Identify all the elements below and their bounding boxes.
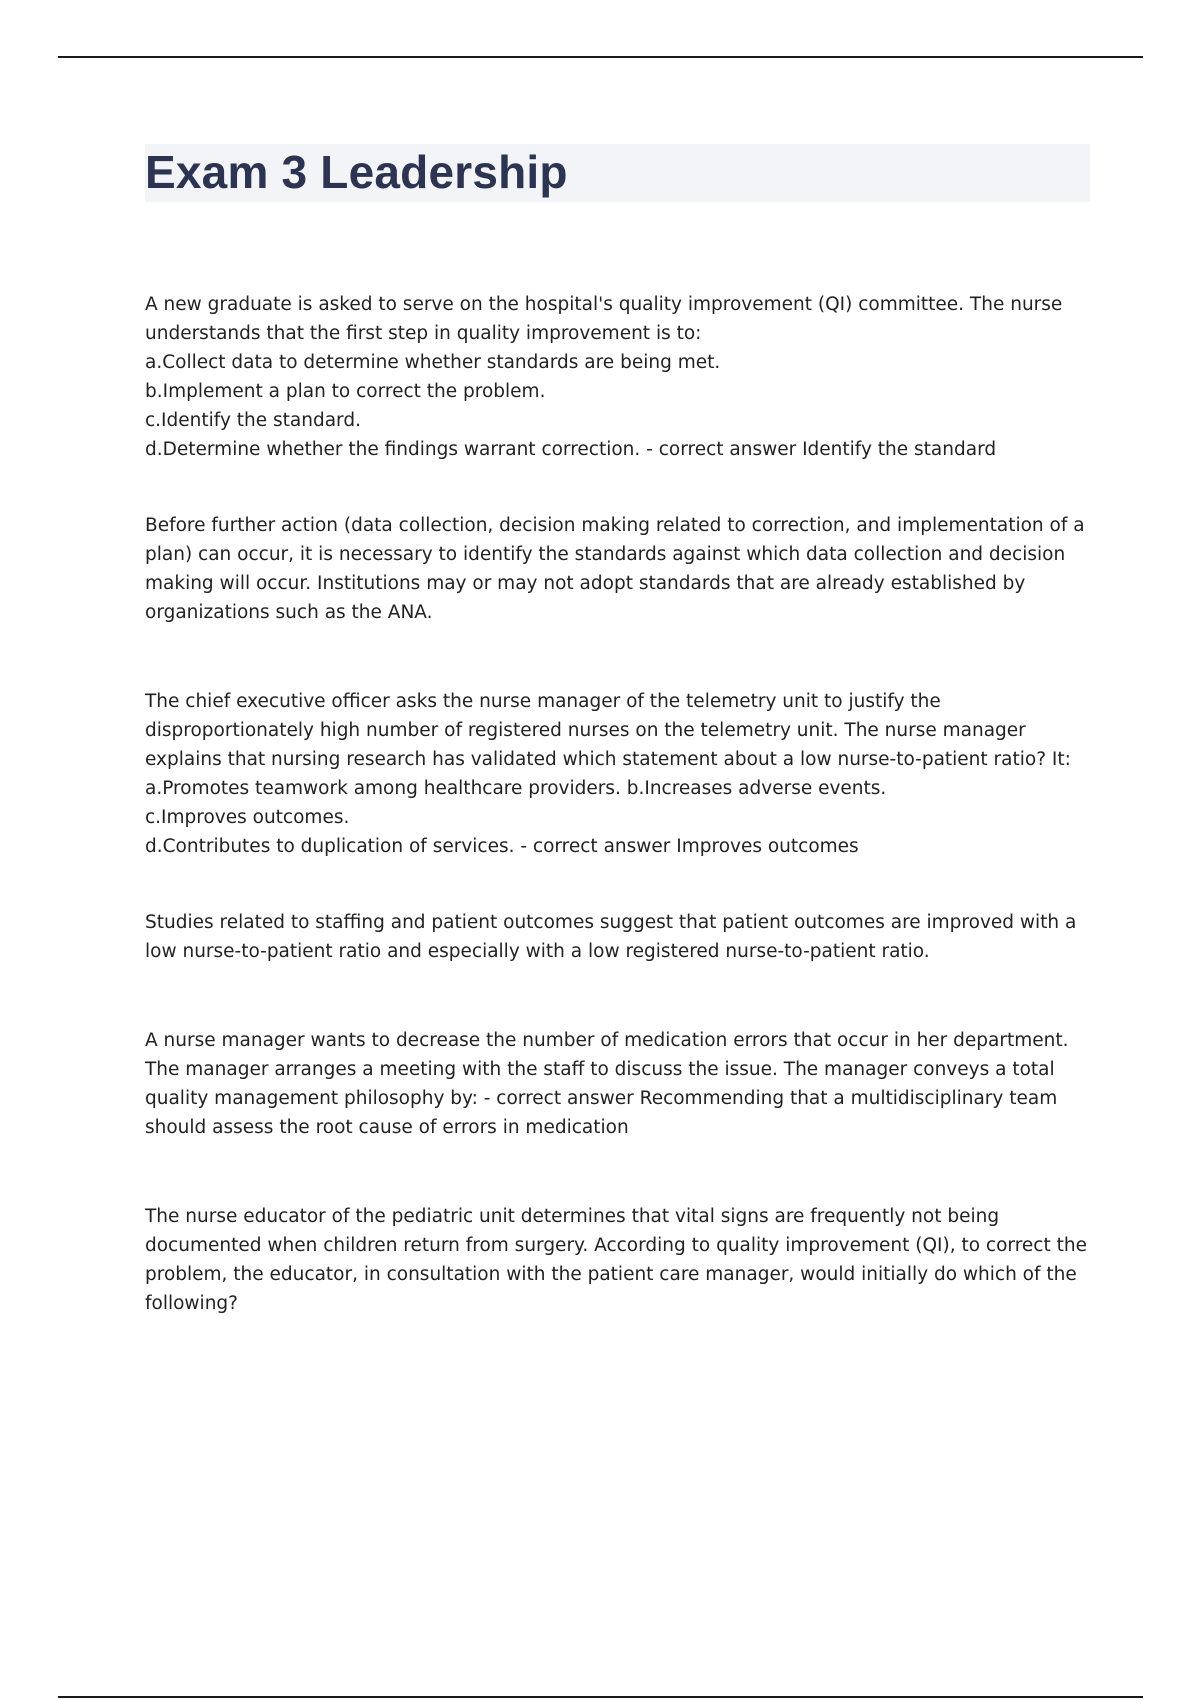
question-text: A new graduate is asked to serve on the hospital's quality improvement (QI) committee. The nurse understands that the first step in quality improvement is to:	[145, 294, 1063, 344]
explanation-text: Studies related to staffing and patient outcomes suggest that patient outcomes are improved with a low nurse-to-patient ratio and especially with a low registered nurse-to-patient ratio.	[145, 912, 1077, 962]
answer-option: a.Promotes teamwork among healthcare providers. b.Increases adverse events.	[145, 778, 887, 799]
question-block-2	[145, 687, 1095, 861]
spacer	[145, 1142, 1095, 1202]
spacer	[145, 464, 1095, 511]
document-body	[145, 290, 1095, 1318]
question-block-4	[145, 1202, 1095, 1318]
top-rule	[58, 56, 1143, 58]
question-block-1	[145, 290, 1095, 464]
answer-option: c.Identify the standard.	[145, 410, 361, 431]
document-title: Exam 3 Leadership	[145, 146, 568, 198]
answer-option: a.Collect data to determine whether standards are being met.	[145, 352, 721, 373]
spacer	[145, 966, 1095, 1026]
answer-option: c.Improves outcomes.	[145, 807, 350, 828]
question-text: The chief executive officer asks the nurse manager of the telemetry unit to justify the disproportionately high number of registered nurses on the telemetry unit. The nurse manager explains that nursing research has validated which statement about a low nurse-to-patient ratio? It:	[145, 691, 1071, 770]
question-text: A nurse manager wants to decrease the number of medication errors that occur in her department. The manager arranges a meeting with the staff to discuss the issue. The manager conveys a total quality management philosophy by: - correct answer Recommending that a multidisciplinary team should assess the root cause of errors in medication	[145, 1030, 1069, 1138]
question-block-3	[145, 1026, 1095, 1142]
question-text: The nurse educator of the pediatric unit determines that vital signs are frequently not being documented when children return from surgery. According to quality improvement (QI), to correct the problem, the educator, in consultation with the patient care manager, would initially do which of the following?	[145, 1206, 1087, 1314]
bottom-rule	[58, 1696, 1143, 1698]
answer-option: d.Determine whether the findings warrant correction. - correct answer Identify the standard	[145, 439, 997, 460]
spacer	[145, 627, 1095, 687]
spacer	[145, 861, 1095, 908]
answer-option: b.Implement a plan to correct the problem.	[145, 381, 546, 402]
answer-option: d.Contributes to duplication of services. - correct answer Improves outcomes	[145, 836, 859, 857]
explanation-text: Before further action (data collection, decision making related to correction, and implementation of a plan) can occur, it is necessary to identify the standards against which data collection and decision making will occur. Institutions may or may not adopt standards that are already established by organizations such as the ANA.	[145, 515, 1085, 623]
